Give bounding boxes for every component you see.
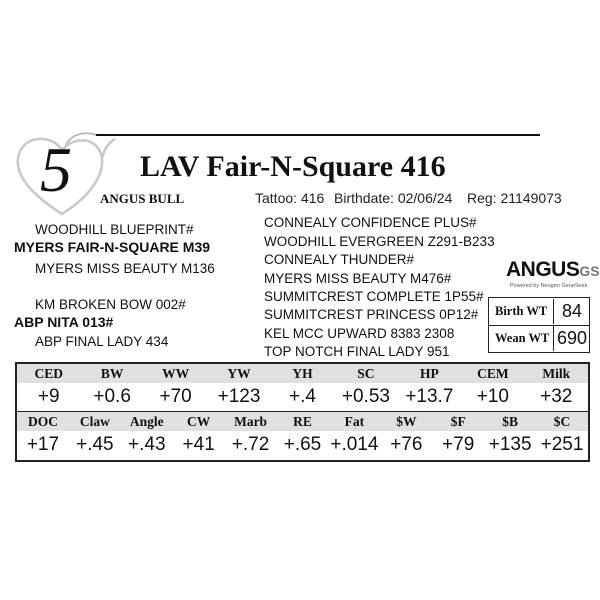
tattoo-label: Tattoo: xyxy=(255,190,298,206)
tattoo-info xyxy=(255,190,324,206)
epd-header-c: $C xyxy=(553,414,571,429)
pedigree-right-3: CONNEALY THUNDER# xyxy=(264,252,415,267)
epd-value-re: +.65 xyxy=(283,434,322,455)
epd-header-cw: CW xyxy=(187,414,211,429)
reg-label: Reg: xyxy=(467,190,497,206)
reg-value: 21149073 xyxy=(500,190,562,206)
pedigree-right-8: TOP NOTCH FINAL LADY 951 xyxy=(264,344,450,359)
wean-weight-label: Wean WT xyxy=(495,331,550,345)
epd-value-hp: +13.7 xyxy=(405,386,454,407)
epd-value-claw: +.45 xyxy=(76,434,114,455)
breed-label: ANGUS BULL xyxy=(100,191,185,206)
epd-value-b: +135 xyxy=(488,434,532,455)
pedigree-right-2: WOODHILL EVERGREEN Z291-B233 xyxy=(264,234,495,249)
epd-value-bw: +0.6 xyxy=(93,386,131,407)
epd-value-sc: +0.53 xyxy=(341,386,390,407)
birth-weight-label: Birth WT xyxy=(495,304,548,318)
epd-header-doc: DOC xyxy=(27,414,58,429)
epd-header-yh: YH xyxy=(292,366,313,381)
pedigree-right-4: MYERS MISS BEAUTY M476# xyxy=(264,271,452,286)
sire: MYERS FAIR-N-SQUARE M39 xyxy=(14,239,211,255)
epd-table xyxy=(15,362,590,462)
epd-header-ced: CED xyxy=(34,366,63,381)
birth-weight-row xyxy=(489,298,589,325)
epd-header-fat: Fat xyxy=(344,414,365,429)
epd-value-f: +79 xyxy=(442,434,475,455)
tattoo-value: 416 xyxy=(300,190,325,206)
pedigree-right-1: CONNEALY CONFIDENCE PLUS# xyxy=(264,215,477,230)
pedigree-right-6: SUMMITCREST PRINCESS 0P12# xyxy=(264,307,479,322)
birthdate-label: Birthdate: xyxy=(334,190,394,206)
epd-value-ced: +9 xyxy=(37,386,60,407)
epd-header-yw: YW xyxy=(227,366,251,381)
epd-header-claw: Claw xyxy=(79,414,110,429)
epd-value-cw: +41 xyxy=(182,434,215,455)
epd-value-w: +76 xyxy=(390,434,423,455)
epd-value-angle: +.43 xyxy=(128,434,166,455)
epd-value-doc: +17 xyxy=(26,434,60,455)
epd-value-milk: +32 xyxy=(540,386,573,407)
epd-header-cem: CEM xyxy=(477,366,509,381)
wean-weight-value: 690 xyxy=(553,326,590,351)
wean-weight-row xyxy=(489,325,589,352)
birthdate-value: 02/06/24 xyxy=(397,190,453,206)
lot-number: 5 xyxy=(40,134,72,205)
reg-info xyxy=(467,190,562,206)
epd-header-milk: Milk xyxy=(542,366,571,381)
epd-header-re: RE xyxy=(293,414,312,429)
epd-value-ww: +70 xyxy=(159,386,192,407)
frame-heart-join xyxy=(102,139,115,158)
logo-suffix: GS xyxy=(579,263,600,279)
dam-dam: ABP FINAL LADY 434 xyxy=(35,334,169,349)
sire-sire: WOODHILL BLUEPRINT# xyxy=(35,222,194,237)
pedigree-right-5: SUMMITCREST COMPLETE 1P55# xyxy=(264,289,484,304)
epd-value-cem: +10 xyxy=(476,386,509,407)
epd-header-ww: WW xyxy=(162,366,190,381)
weights-box xyxy=(488,297,590,353)
epd-header-f: $F xyxy=(450,414,466,429)
epd-header-bw: BW xyxy=(100,366,124,381)
sire-dam: MYERS MISS BEAUTY M136 xyxy=(35,261,215,276)
epd-header-hp: HP xyxy=(420,366,439,381)
angus-gs-logo xyxy=(506,258,600,282)
pedigree-right-7: KEL MCC UPWARD 8383 2308 xyxy=(264,326,455,341)
epd-value-c: +251 xyxy=(540,434,584,455)
logo-tagline: Powered by Neogen GeneSeek xyxy=(510,283,588,289)
epd-value-yw: +123 xyxy=(217,386,261,407)
epd-header-sc: SC xyxy=(357,366,375,381)
epd-header-angle: Angle xyxy=(129,414,164,429)
epd-value-fat: +.014 xyxy=(330,434,379,455)
logo-text: ANGUS xyxy=(506,258,580,281)
birth-weight-value: 84 xyxy=(553,299,590,324)
animal-name: LAV Fair-N-Square 416 xyxy=(140,150,446,183)
epd-header-b: $B xyxy=(502,414,518,429)
epd-value-yh: +.4 xyxy=(289,386,316,407)
dam-sire: KM BROKEN BOW 002# xyxy=(35,297,186,312)
dam: ABP NITA 013# xyxy=(14,314,114,330)
epd-header-w: $W xyxy=(396,414,417,429)
epd-header-marb: Marb xyxy=(234,414,268,429)
epd-value-marb: +.72 xyxy=(231,434,270,455)
birthdate-info xyxy=(334,190,452,206)
